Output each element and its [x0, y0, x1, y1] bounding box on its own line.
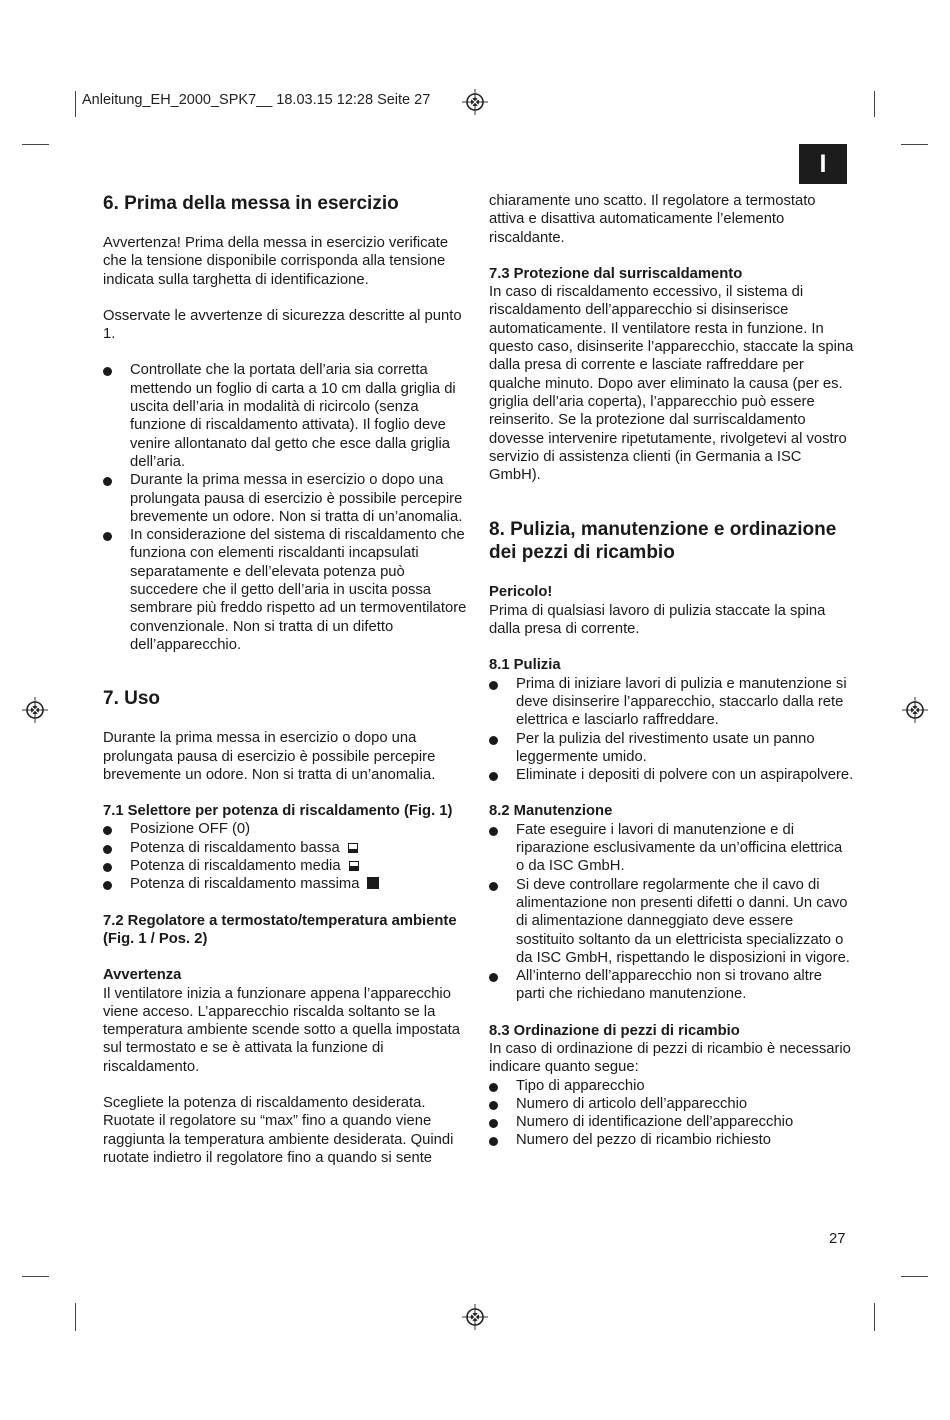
- crop-mark: [22, 144, 49, 145]
- left-column: [103, 192, 468, 1167]
- warning-label: Avvertenza: [103, 967, 182, 984]
- crop-mark: [901, 144, 928, 145]
- section-8-2-heading: 8.2 Manutenzione: [489, 803, 613, 820]
- list-item: Prima di iniziare lavori di pulizia e manutenzione si deve disinserire l’apparecchio, staccarlo dalla rete elettrica e lasciarlo raffreddare.: [489, 675, 854, 730]
- list-item: In considerazione del sistema di riscaldamento che funziona con elementi riscaldanti incapsulati separatamente e dell’elevata potenza può succedere che il getto dell’aria in uscita possa sembrare più freddo rispetto ad un termoventilatore convenzionale. Non si tratta di un difetto dell’apparecchio.: [103, 526, 468, 654]
- list-item: Durante la prima messa in esercizio o dopo una prolungata pausa di esercizio è possibile percepire brevemente un odore. Non si tratta di un’anomalia.: [103, 471, 468, 526]
- registration-mark-icon: [462, 89, 488, 115]
- paragraph: Prima di qualsiasi lavoro di pulizia staccate la spina dalla presa di corrente.: [489, 602, 826, 638]
- list-item: Fate eseguire i lavori di manutenzione e di riparazione esclusivamente da un’officina elettrica o da ISC GmbH.: [489, 821, 854, 876]
- right-column: [489, 192, 854, 1150]
- paragraph: In caso di riscaldamento eccessivo, il sistema di riscaldamento dell’apparecchio si disinserisce automaticamente. Il ventilatore resta in funzione. In questo caso, disinserite l’apparecchio, staccate la spina dalla presa di corrente e lasciate raffreddare per qualche minuto. Dopo aver eliminato la causa (per es. griglia dell’aria coperta), l’apparecchio può essere reinserito. Se la protezione dal surriscaldamento dovesse intervenire ripetutamente, rivolgetevi al vostro servizio di assistenza clienti (in Germania a ISC GmbH).: [489, 284, 854, 484]
- crop-mark: [22, 1276, 49, 1277]
- crop-mark: [874, 1303, 875, 1331]
- paragraph: Osservate le avvertenze di sicurezza descritte al punto 1.: [103, 307, 462, 343]
- list-item-text: Potenza di riscaldamento media: [130, 858, 341, 875]
- bullet-list: [489, 821, 854, 1004]
- paragraph: chiaramente uno scatto. Il regolatore a termostato attiva e disattiva automaticamente l’elemento riscaldante.: [489, 193, 816, 246]
- paragraph: Il ventilatore inizia a funzionare appena l’apparecchio viene acceso. L’apparecchio riscalda soltanto se la temperatura ambiente scende sotto a quella impostata sul termostato e se è attivata la funzione di riscaldamento.: [103, 985, 460, 1075]
- list-item-text: Potenza di riscaldamento bassa: [130, 839, 340, 856]
- crop-mark: [901, 1276, 928, 1277]
- list-item: [103, 820, 468, 838]
- paragraph: Scegliete la potenza di riscaldamento desiderata. Ruotate il regolatore su “max” fino a quando viene raggiunta la temperatura ambiente desiderata. Quindi ruotate indietro il regolatore fino a quando si sente: [103, 1094, 454, 1166]
- page-number: 27: [829, 1231, 846, 1247]
- paragraph: In caso di ordinazione di pezzi di ricambio è necessario indicare quanto segue:: [489, 1040, 851, 1076]
- danger-label: Pericolo!: [489, 584, 553, 601]
- section-7-heading: 7. Uso: [103, 688, 161, 710]
- list-item-text: Potenza di riscaldamento massima: [130, 876, 360, 893]
- section-8-3-heading: 8.3 Ordinazione di pezzi di ricambio: [489, 1022, 740, 1039]
- bullet-list: [103, 820, 468, 893]
- language-tab: I: [799, 144, 847, 184]
- bullet-list: [489, 1077, 854, 1150]
- paragraph: Avvertenza! Prima della messa in esercizio verificate che la tensione disponibile corrisponda alla tensione indicata sulla targhetta di identificazione.: [103, 235, 449, 288]
- list-item: Eliminate i depositi di polvere con un aspirapolvere.: [489, 766, 854, 784]
- list-item-text: Posizione OFF (0): [130, 821, 251, 838]
- bullet-list: [103, 361, 468, 654]
- registration-mark-icon: [902, 697, 928, 723]
- list-item: Numero di articolo dell’apparecchio: [489, 1095, 854, 1113]
- heat-max-icon: [367, 877, 379, 889]
- list-item: Controllate che la portata dell’aria sia corretta mettendo un foglio di carta a 10 cm dalla griglia di uscita dell’aria in modalità di ricircolo (senza funzione di riscaldamento attivata). Il foglio deve venire allontanato dal getto che esce dalla griglia dell’aria.: [103, 361, 468, 471]
- crop-mark: [874, 91, 875, 117]
- section-7-1-heading: 7.1 Selettore per potenza di riscaldamento (Fig. 1): [103, 803, 453, 820]
- list-item: [103, 875, 468, 893]
- list-item: All’interno dell’apparecchio non si trovano altre parti che richiedano manutenzione.: [489, 967, 854, 1004]
- section-8-1-heading: 8.1 Pulizia: [489, 657, 561, 674]
- crop-mark: [75, 1303, 76, 1331]
- bullet-list: [489, 675, 854, 785]
- list-item: Numero di identificazione dell’apparecchio: [489, 1113, 854, 1131]
- list-item: [103, 839, 468, 857]
- section-7-2-heading: 7.2 Regolatore a termostato/temperatura ambiente (Fig. 1 / Pos. 2): [103, 912, 457, 947]
- print-slug-header: Anleitung_EH_2000_SPK7__ 18.03.15 12:28 Seite 27: [82, 92, 431, 108]
- list-item: Tipo di apparecchio: [489, 1077, 854, 1095]
- list-item: Si deve controllare regolarmente che il cavo di alimentazione non presenti difetti o danni. Un cavo di alimentazione danneggiato deve essere sostituito soltanto da un elettricista specializzato o da ISC GmbH, rispettando le disposizioni in vigore.: [489, 876, 854, 967]
- list-item: Per la pulizia del rivestimento usate un panno leggermente umido.: [489, 730, 854, 767]
- heat-low-icon: [348, 843, 358, 853]
- heat-medium-icon: [349, 861, 359, 871]
- registration-mark-icon: [22, 697, 48, 723]
- registration-mark-icon: [462, 1304, 488, 1330]
- section-8-heading: 8. Pulizia, manutenzione e ordinazione dei pezzi di ricambio: [489, 519, 837, 564]
- list-item: Numero del pezzo di ricambio richiesto: [489, 1131, 854, 1149]
- paragraph: Durante la prima messa in esercizio o dopo una prolungata pausa di esercizio è possibile percepire brevemente un odore. Non si tratta di un’anomalia.: [103, 730, 436, 783]
- crop-mark: [75, 91, 76, 117]
- section-6-heading: 6. Prima della messa in esercizio: [103, 193, 399, 214]
- list-item: [103, 857, 468, 875]
- section-7-3-heading: 7.3 Protezione dal surriscaldamento: [489, 265, 743, 282]
